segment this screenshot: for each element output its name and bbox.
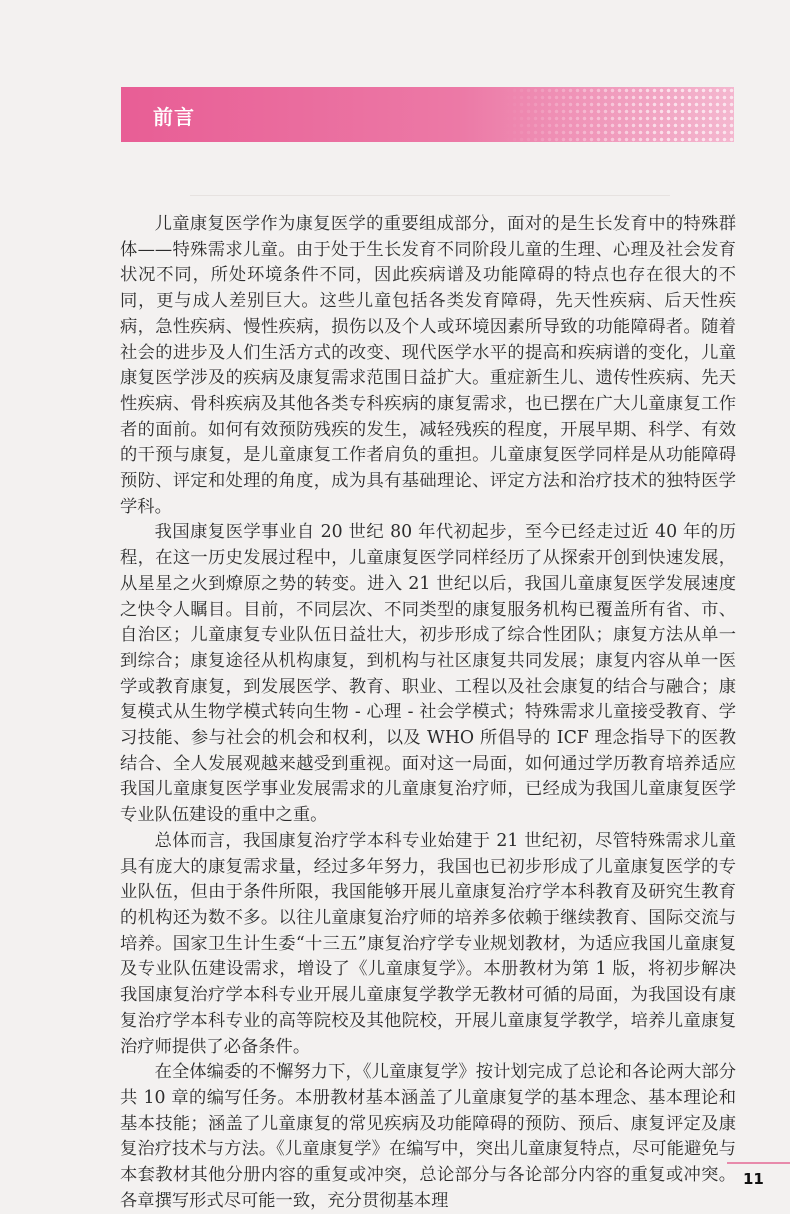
- section-header-banner: [121, 87, 734, 142]
- paragraph: 在全体编委的不懈努力下，《儿童康复学》按计划完成了总论和各论两大部分共 10 章的编写任务。本册教材基本涵盖了儿童康复学的基本理念、基本理论和基本技能；涵盖了儿童康复的常见疾病及功能障碍的预防、预后、康复评定及康复治疗技术与方法。《儿童康复学》在编写中，突出儿童康复特点，尽可能避免与本套教材其他分册内容的重复或冲突，总论部分与各论部分内容的重复或冲突。各章撰写形式尽可能一致，充分贯彻基本理: [120, 1062, 736, 1211]
- section-title: 前言: [153, 105, 195, 129]
- preface-body: [120, 212, 736, 1214]
- dot-pattern-decoration: [504, 87, 734, 142]
- footer-rule: [727, 1162, 790, 1164]
- paragraph: 我国康复医学事业自 20 世纪 80 年代初起步，至今已经走过近 40 年的历程，在这一历史发展过程中，儿童康复医学同样经历了从探索开创到快速发展，从星星之火到燎原之势的转变。进入 21 世纪以后，我国儿童康复医学发展速度之快令人瞩目。目前，不同层次、不同类型的康复服务机构已覆盖所有省、市、自治区；儿童康复专业队伍日益壮大，初步形成了综合性团队；康复方法从单一到综合；康复途径从机构康复，到机构与社区康复共同发展；康复内容从单一医学或教育康复，到发展医学、教育、职业、工程以及社会康复的结合与融合；康复模式从生物学模式转向生物 - 心理 - 社会学模式；特殊需求儿童接受教育、学习技能、参与社会的机会和权利，以及 WHO 所倡导的 ICF 理念指导下的医教结合、全人发展观越来越受到重视。面对这一局面，如何通过学历教育培养适应我国儿童康复医学事业发展需求的儿童康复治疗师，已经成为我国儿童康复医学专业队伍建设的重中之重。: [120, 522, 736, 826]
- paragraph: 总体而言，我国康复治疗学本科专业始建于 21 世纪初，尽管特殊需求儿童具有庞大的康复需求量，经过多年努力，我国也已初步形成了儿童康复医学的专业队伍，但由于条件所限，我国能够开展儿童康复治疗学本科教育及研究生教育的机构还为数不多。以往儿童康复治疗师的培养多依赖于继续教育、国际交流与培养。国家卫生计生委“十三五”康复治疗学专业规划教材，为适应我国儿童康复及专业队伍建设需求，增设了《儿童康复学》。本册教材为第 1 版，将初步解决我国康复治疗学本科专业开展儿童康复学教学无教材可循的局面，为我国设有康复治疗学本科专业的高等院校及其他院校，开展儿童康复学教学，培养儿童康复治疗师提供了必备条件。: [120, 830, 736, 1057]
- page-number: 11: [743, 1170, 764, 1188]
- paragraph: 儿童康复医学作为康复医学的重要组成部分，面对的是生长发育中的特殊群体——特殊需求儿童。由于处于生长发育不同阶段儿童的生理、心理及社会发育状况不同，所处环境条件不同，因此疾病谱及功能障碍的特点也存在很大的不同，更与成人差别巨大。这些儿童包括各类发育障碍，先天性疾病、后天性疾病，急性疾病、慢性疾病，损伤以及个人或环境因素所导致的功能障碍者。随着社会的进步及人们生活方式的改变、现代医学水平的提高和疾病谱的变化，儿童康复医学涉及的疾病及康复需求范围日益扩大。重症新生儿、遗传性疾病、先天性疾病、骨科疾病及其他各类专科疾病的康复需求，也已摆在广大儿童康复工作者的面前。如何有效预防残疾的发生，减轻残疾的程度，开展早期、科学、有效的干预与康复，是儿童康复工作者肩负的重担。儿童康复医学同样是从功能障碍预防、评定和处理的角度，成为具有基础理论、评定方法和治疗技术的独特医学学科。: [120, 214, 736, 517]
- bleed-through-line: [190, 195, 670, 208]
